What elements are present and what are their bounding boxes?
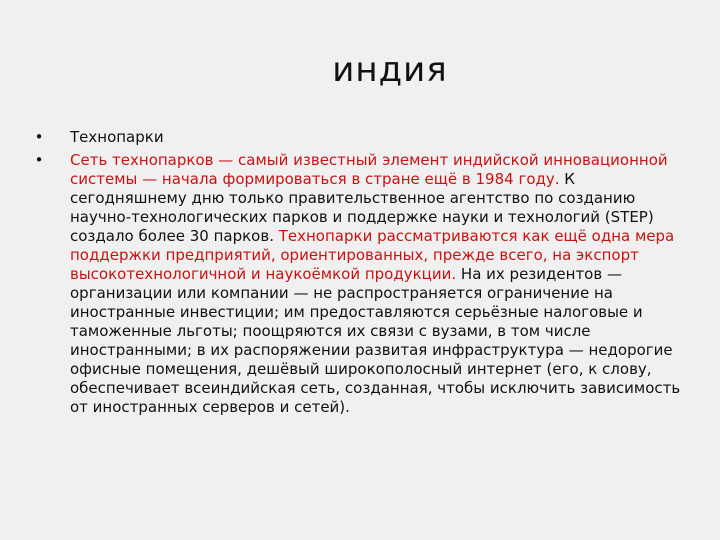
highlighted-text-support-measure: Технопарки рассматриваются как ещё одна мера поддержки предприятий, ориентированных, прежде всего, на экспорт высокотехнологичной и наукоёмкой продукции. xyxy=(70,227,675,283)
slide-title: индия xyxy=(332,50,448,90)
bullet-item-description xyxy=(33,151,688,417)
bullet-dot-icon: • xyxy=(34,128,44,146)
highlighted-text-history: Сеть технопарков — самый известный элемент индийской инновационной системы — начала формироваться в стране ещё в 1984 году. xyxy=(70,151,668,188)
body-text-resident-benefits: На их резидентов — организации или компании — не распространяется ограничение на иностранные инвестиции; им предоставляются серьёзные налоговые и таможенные льготы; поощряются их связи с вузами, в том числе иностранными; в их распоряжении развитая инфраструктура — недорогие офисные помещения, дешёвый широкополосный интернет (его, к слову, обеспечивает всеиндийская сеть, созданная, чтобы исключить зависимость от иностранных серверов и сетей). xyxy=(70,265,681,416)
bullet-list xyxy=(33,128,688,417)
bullet-text: Технопарки xyxy=(70,128,164,146)
bullet-dot-icon: • xyxy=(34,151,44,169)
bullet-item-technoparks xyxy=(33,128,688,147)
body-text-step-agency: К сегодняшнему дню только правительственное агентство по созданию научно-технологических парков и поддержке науки и технологий (STEP) создало более 30 парков. xyxy=(70,170,654,245)
